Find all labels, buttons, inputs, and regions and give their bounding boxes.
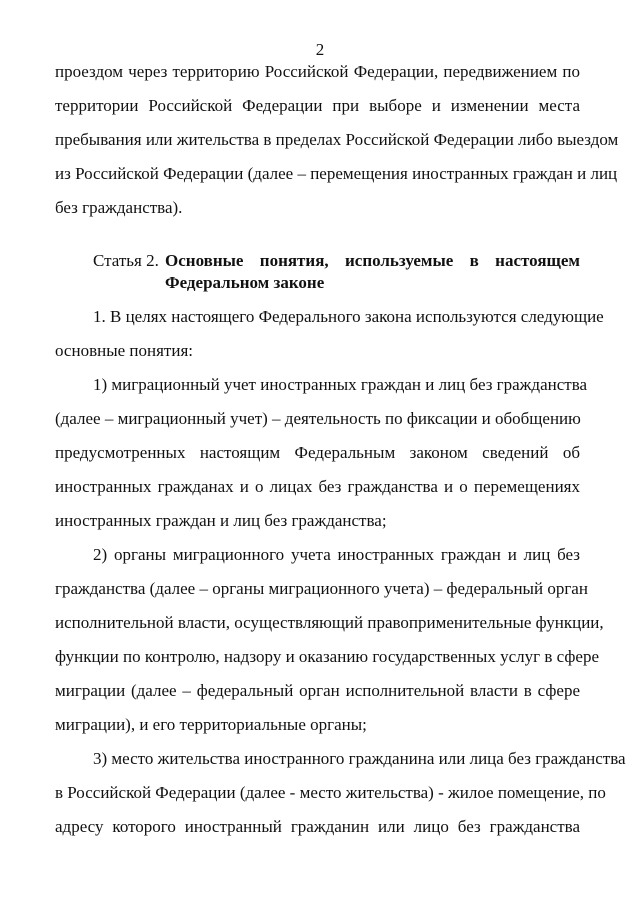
intro-paragraph (55, 55, 619, 225)
article-title-line: Федеральном законе (165, 273, 325, 292)
text-line: (далее – миграционный учет) – деятельность по фиксации и обобщению (55, 409, 581, 428)
text-line: миграции (далее – федеральный орган исполнительной власти в сфере (55, 681, 580, 700)
text-line: 3) место жительства иностранного гражданина или лица без гражданства (93, 749, 626, 768)
text-line: 2) органы миграционного учета иностранных граждан и лиц без (93, 545, 580, 564)
article-title (165, 250, 580, 294)
text-line: исполнительной власти, осуществляющий правоприменительные функции, (55, 613, 604, 632)
text-line: адресу которого иностранный гражданин или лицо без гражданства (55, 817, 580, 836)
page-number: 2 (315, 40, 325, 59)
body-text (55, 300, 626, 844)
text-line: предусмотренных настоящим Федеральным законом сведений об (55, 443, 580, 462)
text-line: из Российской Федерации (далее – перемещения иностранных граждан и лиц (55, 164, 618, 183)
text-line: иностранных граждан и лиц без гражданства; (55, 511, 387, 530)
text-line: 1) миграционный учет иностранных граждан и лиц без гражданства (93, 375, 588, 394)
text-line: основные понятия: (55, 341, 193, 360)
text-line: миграции), и его территориальные органы; (55, 715, 367, 734)
text-line: функции по контролю, надзору и оказанию государственных услуг в сфере (55, 647, 599, 666)
article-title-line: Основные понятия, используемые в настоящем (165, 251, 580, 270)
text-line: 1. В целях настоящего Федерального закона используются следующие (93, 307, 604, 326)
text-line: без гражданства). (55, 198, 183, 217)
text-line: пребывания или жительства в пределах Российской Федерации либо выездом (55, 130, 619, 149)
text-line: иностранных гражданах и о лицах без гражданства и о перемещениях (55, 477, 580, 496)
text-line: в Российской Федерации (далее - место жительства) - жилое помещение, по (55, 783, 606, 802)
text-line: территории Российской Федерации при выборе и изменении места (55, 96, 580, 115)
article-number: Статья 2. (93, 251, 159, 270)
text-line: проездом через территорию Российской Федерации, передвижением по (55, 62, 580, 81)
text-line: гражданства (далее – органы миграционного учета) – федеральный орган (55, 579, 588, 598)
